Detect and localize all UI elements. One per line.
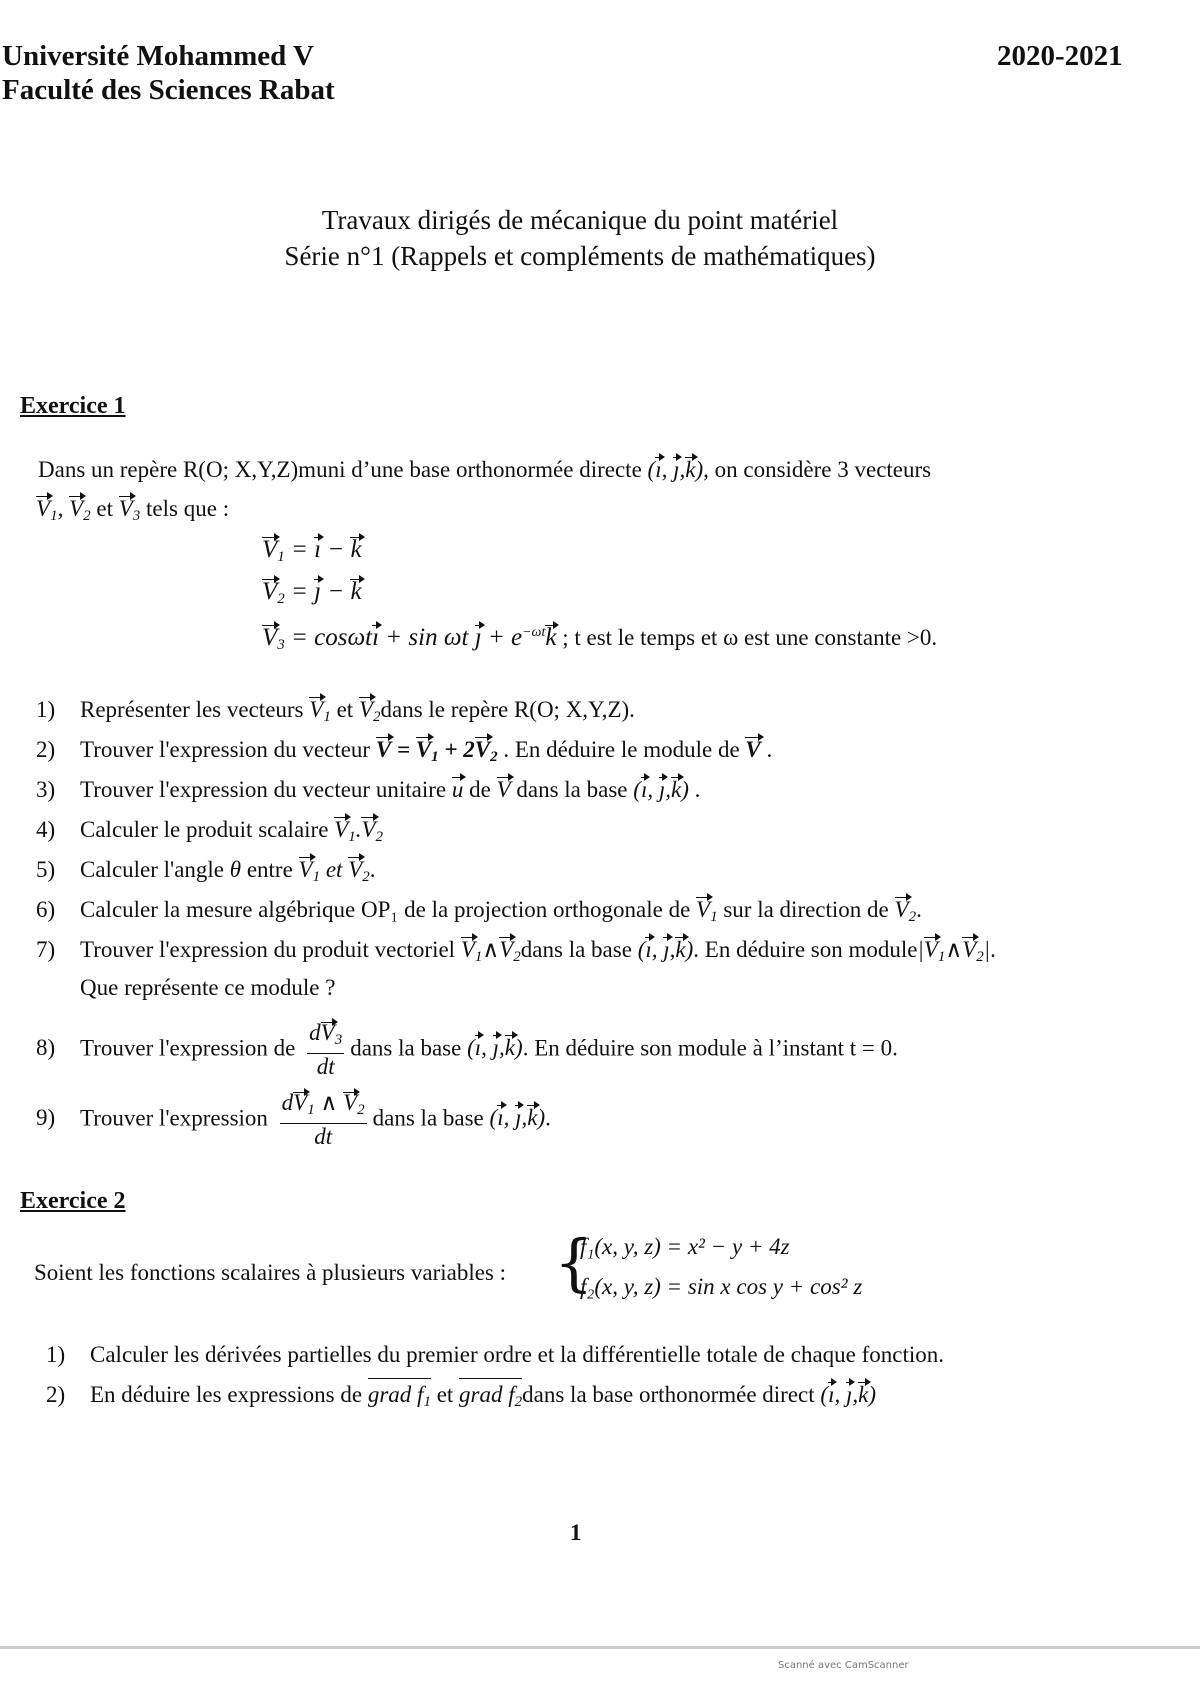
question-1-4: 4) Calculer le produit scalaire $V_1.V_2$ (36, 817, 384, 845)
question-1-7: 7) Trouver l'expression du produit vectoriel $V_1\wedge V_2dans$ la base (ı, ȷ,k). En déduire son $module|V_1\wedge V_2|$. (36, 937, 996, 965)
base-ijk: (ı, ȷ,k) (648, 457, 704, 482)
exercise1-heading: Exercice 1 (20, 393, 126, 419)
question-1-5: 5) Calculer l'angle θ entre $V_1$ et $V_2$. (36, 857, 376, 885)
q-text: sur la direction de (717, 897, 895, 922)
q-text: Trouver l'expression (80, 1105, 274, 1131)
question-number: 1) (36, 697, 56, 722)
q-text: dans la base (372, 1105, 490, 1131)
q-text: dans le repère R(O; X,Y,Z). (380, 697, 635, 722)
q-text: et (320, 857, 349, 882)
q-text: En déduire les expressions de (90, 1382, 368, 1407)
exercise2-heading: Exercice 2 (20, 1188, 126, 1214)
question-number: 1) (46, 1342, 66, 1367)
faculty-name: Faculté des Sciences Rabat (2, 74, 335, 106)
question-1-9: 9) Trouver l'expression $\frac{dV_1 \wedge V_2}{dt}$ dans la base (ı, ȷ,k). (36, 1090, 551, 1149)
exercise2-intro: Soient les fonctions scalaires à plusieurs variables : (34, 1260, 507, 1285)
question-number: 9) (36, 1105, 56, 1131)
page-number: 1 (570, 1520, 582, 1545)
question-number: 5) (36, 857, 56, 882)
question-1-7-line2: Que représente ce module ? (80, 975, 336, 1000)
footer-rule (0, 1646, 1200, 1649)
equation-v3: $V_3$ = cosωtı + sin ωt ȷ + $e^{-\omega t}k$ ; t est le temps et ω est une constante >0. (262, 624, 938, 653)
question-1-2: 2) Trouver l'expression du vecteur $V = V_1 + 2V_2$ . En déduire le module de V . (36, 737, 773, 765)
q-text: et (430, 1382, 460, 1407)
q-text: Calculer le produit scalaire (80, 817, 335, 842)
document-title: Travaux dirigés de mécanique du point matériel (321, 205, 839, 235)
q-text: Représenter les vecteurs (80, 697, 310, 722)
v3-note: ; t est le temps et ω est une constante >0. (556, 625, 938, 650)
question-1-8: 8) Trouver l'expression de $\frac{dV_3}{dt}$ dans la base (ı, ȷ,k). En déduire son module à l’instant t = 0. (36, 1020, 898, 1079)
question-number: 4) (36, 817, 56, 842)
intro-text-b: , on considère 3 vecteurs (703, 457, 932, 482)
question-number: 6) (36, 897, 56, 922)
q-text: Calculer l'angle (80, 857, 230, 882)
q-text: dans la base (510, 777, 634, 802)
question-number: 8) (36, 1035, 56, 1061)
question-1-3: 3) Trouver l'expression du vecteur unitaire u de V dans la base (ı, ȷ,k) . (36, 775, 700, 805)
q-text: Trouver l'expression de (80, 1035, 302, 1061)
q-text: Calculer la mesure algébrique OP₁ de la projection orthogonale de (80, 897, 697, 922)
q-text: de (463, 777, 497, 802)
q-text: Calculer les dérivées partielles du premier ordre et la différentielle totale de chaque fonction. (90, 1342, 945, 1367)
subtitle-text: Série n°1 (Rappels et compléments de mathématiques) (284, 241, 876, 271)
question-number: 2) (36, 737, 56, 762)
academic-year: 2020-2021 (997, 40, 1123, 72)
q-text: dans la base (520, 937, 638, 962)
derivative-dv1v2-dt: $\frac{dV_1 \wedge V_2}{dt}$ (281, 1090, 365, 1149)
equation-v2: $V_2$ = ȷ − k (262, 578, 362, 607)
document-subtitle (0, 238, 1160, 274)
q-text: dans la base orthonormée direct (522, 1382, 821, 1407)
equation-v1: $V_1$ = ı − k (262, 536, 362, 565)
q-text: . En déduire le module de (503, 737, 746, 762)
q-text: Trouver l'expression du vecteur unitaire (80, 777, 452, 802)
function-f2: f₂(x, y, z) = sin x cos y + cos² z (580, 1274, 863, 1299)
q-text: Trouver l'expression du produit vectoriel (80, 937, 461, 962)
exercise1-intro (38, 455, 931, 485)
question-1-6: 6) Calculer la mesure algébrique OP₁ de la projection orthogonale de $V_1$ sur la direction de $V_2$. (36, 897, 922, 925)
exercise1-intro-line2: $V_1$, $V_2$ et $V_3$ tels que : (36, 496, 230, 524)
question-1-1: 1) Représenter les vecteurs $V_1$ et $V_2dans$ le repère R(O; X,Y,Z). (36, 697, 635, 725)
university-name: Université Mohammed V (2, 40, 314, 72)
q-text: . En déduire son module (693, 937, 918, 962)
scanner-watermark: Scanné avec CamScanner (778, 1660, 909, 1671)
intro-text-c: tels que : (140, 496, 230, 521)
q-text: et (330, 697, 359, 722)
q-text: dans la base (350, 1035, 468, 1061)
question-number: 2) (46, 1382, 66, 1407)
q-text: entre (241, 857, 299, 882)
intro-text-a: Dans un repère R(O; X,Y,Z)muni d’une base orthonormée directe (38, 457, 648, 482)
q-text: . En déduire son module à l’instant t = 0. (522, 1035, 898, 1061)
system-brace: { (554, 1226, 594, 1299)
question-2-2: 2) En déduire les expressions de grad $f_1$ et grad $f_2dans$ la base orthonormée direct (ı, ȷ,k) (46, 1378, 876, 1417)
question-2-1 (46, 1340, 944, 1370)
question-number: 7) (36, 937, 56, 962)
derivative-dv3-dt: $\frac{dV_3}{dt}$ (309, 1020, 343, 1079)
question-number: 3) (36, 777, 56, 802)
q-text: Trouver l'expression du vecteur (80, 737, 376, 762)
function-f1: f₁(x, y, z) = x² − y + 4z (580, 1234, 790, 1259)
